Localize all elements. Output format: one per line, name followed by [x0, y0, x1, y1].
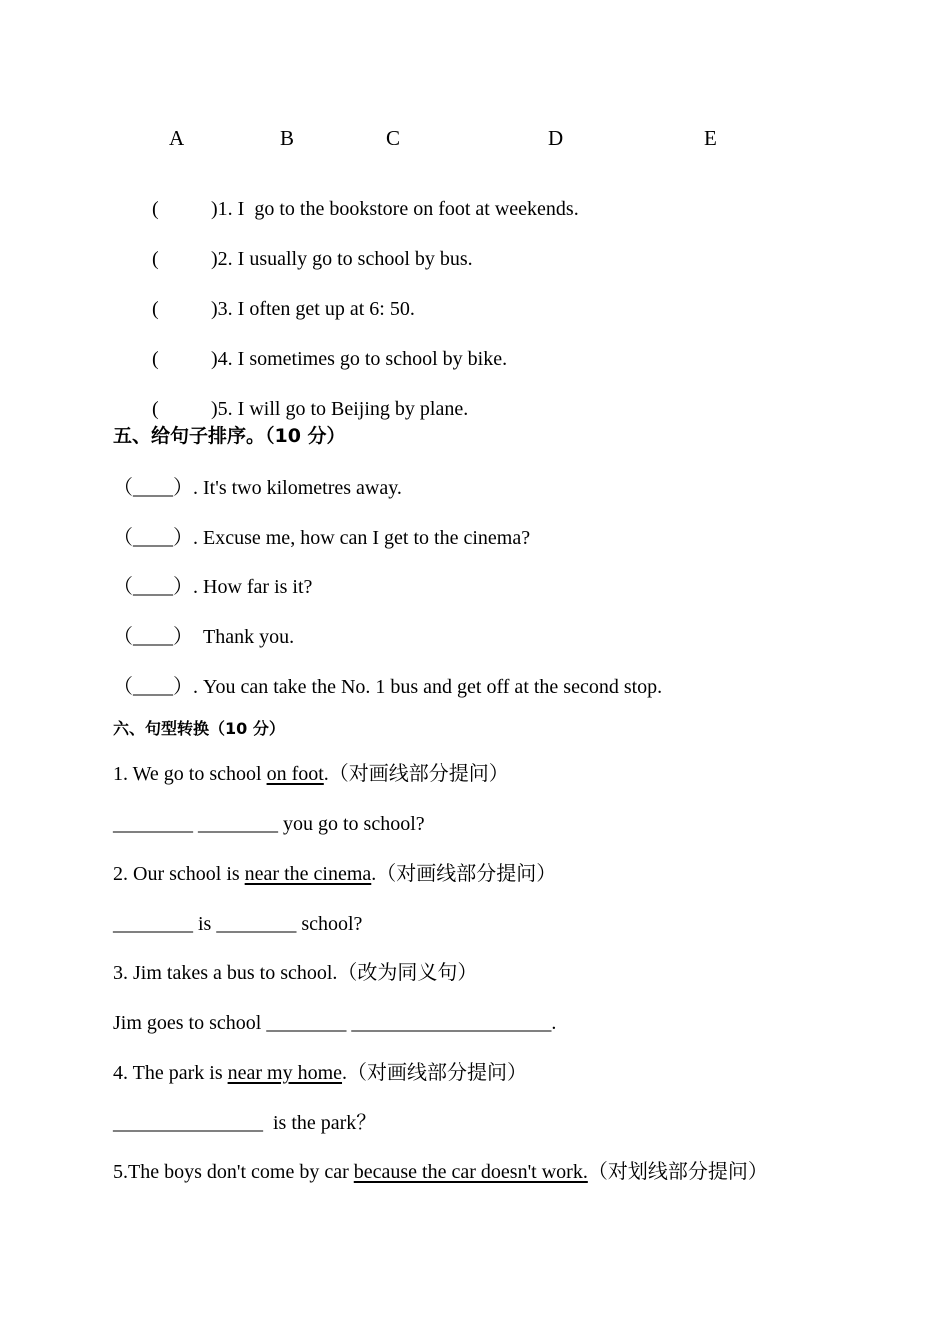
sentence-text: 5. I will go to Beijing by plane.: [217, 398, 469, 420]
answer-line-3[interactable]: Jim goes to school ________ ____________________.: [113, 1012, 557, 1034]
underlined-phrase: on foot: [266, 763, 324, 785]
answer-paren-close: ): [211, 348, 218, 370]
ordering-item: [113, 528, 530, 548]
question-text: 1. We go to school: [113, 763, 267, 785]
transform-question-5: [113, 1162, 768, 1182]
ordering-blank[interactable]: （____）: [113, 527, 193, 549]
answer-line-4[interactable]: _______________ is the park？: [113, 1112, 377, 1134]
sentence-text: 3. I often get up at 6: 50.: [217, 298, 415, 320]
answer-line-1[interactable]: ________ ________ you go to school?: [113, 813, 425, 835]
ordering-text: Thank you.: [193, 626, 295, 648]
ordering-item: [113, 577, 312, 597]
underlined-phrase: near the cinema: [244, 863, 372, 885]
section-6-heading: 六、句型转换（10 分）: [113, 719, 285, 738]
transform-question-3: 3. Jim takes a bus to school.（改为同义句）: [113, 962, 478, 984]
ordering-blank[interactable]: （____）: [113, 576, 193, 598]
answer-paren-open[interactable]: (: [152, 348, 159, 370]
ordering-item: [113, 677, 662, 697]
answer-line-2[interactable]: ________ is ________ school?: [113, 913, 363, 935]
answer-paren-open[interactable]: (: [152, 198, 159, 220]
choice-letter-e: E: [704, 126, 717, 150]
ordering-text: . You can take the No. 1 bus and get off at the second stop.: [193, 676, 663, 698]
sentence-text: 4. I sometimes go to school by bike.: [217, 348, 508, 370]
transform-question-1: [113, 764, 509, 784]
choice-letter-a: A: [169, 126, 185, 150]
question-instruction: .（对画线部分提问）: [342, 1062, 528, 1084]
ordering-blank[interactable]: （____）: [113, 676, 193, 698]
underlined-phrase: because the car doesn't work.: [353, 1161, 588, 1183]
transform-question-2: [113, 864, 556, 884]
section-5-heading: 五、给句子排序。（10 分）: [113, 425, 346, 447]
answer-paren-close: ): [211, 398, 218, 420]
ordering-text: . Excuse me, how can I get to the cinema?: [193, 527, 531, 549]
answer-paren-open[interactable]: (: [152, 298, 159, 320]
answer-paren-open[interactable]: (: [152, 398, 159, 420]
question-instruction: .（对画线部分提问）: [371, 863, 557, 885]
choice-letter-c: C: [386, 126, 401, 150]
question-instruction: （对划线部分提问）: [587, 1161, 768, 1183]
sentence-text: 2. I usually go to school by bus.: [217, 248, 473, 270]
ordering-blank[interactable]: （____）: [113, 477, 193, 499]
answer-paren-close: ): [211, 248, 218, 270]
ordering-item: [113, 478, 402, 498]
transform-question-4: [113, 1063, 527, 1083]
question-text: 4. The park is: [113, 1062, 228, 1084]
sentence-text: 1. I go to the bookstore on foot at weekends.: [217, 198, 579, 220]
ordering-text: . It's two kilometres away.: [193, 477, 402, 499]
choice-letter-d: D: [548, 126, 564, 150]
question-text: 5.The boys don't come by car: [113, 1161, 354, 1183]
ordering-item: [113, 627, 294, 647]
ordering-blank[interactable]: （____）: [113, 626, 193, 648]
question-text: 2. Our school is: [113, 863, 245, 885]
underlined-phrase: near my home: [227, 1062, 343, 1084]
ordering-text: . How far is it?: [193, 576, 313, 598]
answer-paren-open[interactable]: (: [152, 248, 159, 270]
question-instruction: .（对画线部分提问）: [323, 763, 509, 785]
answer-paren-close: ): [211, 298, 218, 320]
choice-letter-b: B: [280, 126, 295, 150]
answer-paren-close: ): [211, 198, 218, 220]
